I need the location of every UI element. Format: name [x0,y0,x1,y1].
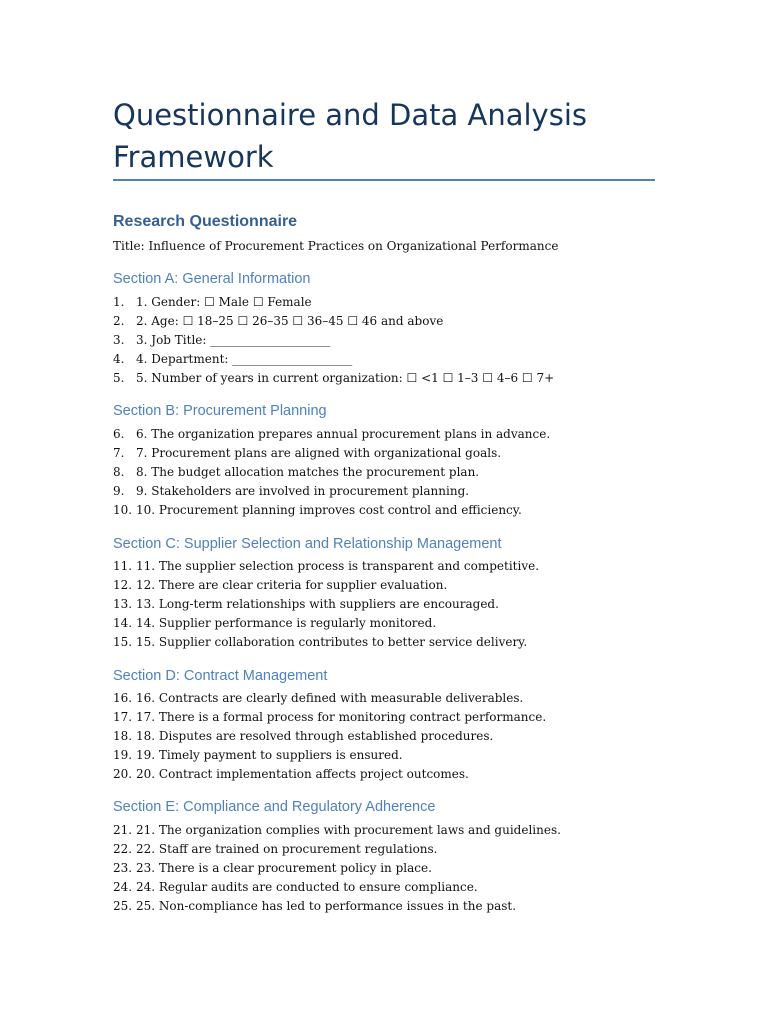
item-number: 12. [113,578,133,592]
item-text: 24. Regular audits are conducted to ensure compliance. [136,880,478,894]
item-text: 22. Staff are trained on procurement regulations. [136,842,438,856]
item-text: 18. Disputes are resolved through established procedures. [136,729,494,743]
section-item-list [113,689,546,784]
list-item [113,369,554,388]
title-divider [113,179,655,181]
item-number: 5. [113,371,125,385]
section-heading: Section E: Compliance and Regulatory Adherence [113,799,436,815]
list-item [113,859,561,878]
list-item [113,331,554,350]
list-item [113,350,554,369]
section-heading: Section C: Supplier Selection and Relationship Management [113,536,502,552]
section-heading: Section A: General Information [113,271,311,287]
list-item [113,293,554,312]
item-text: 5. Number of years in current organization: ☐ <1 ☐ 1–3 ☐ 4–6 ☐ 7+ [136,371,555,385]
section-item-list [113,425,550,520]
item-text: 4. Department: ____________________ [136,352,353,366]
section-heading: Section D: Contract Management [113,668,328,684]
item-number: 6. [113,427,125,441]
item-number: 11. [113,559,133,573]
item-text: 17. There is a formal process for monitoring contract performance. [136,710,547,724]
section-heading: Section B: Procurement Planning [113,403,327,419]
list-item [113,312,554,331]
list-item [113,897,561,916]
item-text: 16. Contracts are clearly defined with measurable deliverables. [136,691,524,705]
item-number: 19. [113,748,133,762]
list-item [113,821,561,840]
list-item [113,557,539,576]
item-text: 9. Stakeholders are involved in procurement planning. [136,484,470,498]
list-item [113,708,546,727]
document-title: Questionnaire and Data Analysis Framework [113,98,587,174]
list-item [113,501,550,520]
item-number: 8. [113,465,125,479]
list-item [113,595,539,614]
list-item [113,463,550,482]
item-number: 21. [113,823,133,837]
item-text: 1. Gender: ☐ Male ☐ Female [136,295,312,309]
item-text: 14. Supplier performance is regularly monitored. [136,616,437,630]
list-item [113,746,546,765]
section-item-list [113,293,554,388]
item-number: 10. [113,503,133,517]
item-number: 3. [113,333,125,347]
section-item-list [113,821,561,916]
list-item [113,765,546,784]
item-number: 7. [113,446,125,460]
list-item [113,633,539,652]
item-text: 6. The organization prepares annual procurement plans in advance. [136,427,551,441]
questionnaire-heading: Research Questionnaire [113,213,298,230]
list-item [113,425,550,444]
list-item [113,878,561,897]
list-item [113,444,550,463]
item-number: 22. [113,842,133,856]
item-text: 2. Age: ☐ 18–25 ☐ 26–35 ☐ 36–45 ☐ 46 and above [136,314,444,328]
item-number: 18. [113,729,133,743]
item-number: 15. [113,635,133,649]
item-text: 7. Procurement plans are aligned with organizational goals. [136,446,502,460]
item-number: 13. [113,597,133,611]
list-item [113,689,546,708]
item-text: 25. Non-compliance has led to performance issues in the past. [136,899,517,913]
item-number: 23. [113,861,133,875]
item-number: 14. [113,616,133,630]
item-text: 20. Contract implementation affects project outcomes. [136,767,469,781]
list-item [113,614,539,633]
list-item [113,576,539,595]
item-number: 24. [113,880,133,894]
item-number: 1. [113,295,125,309]
item-text: 3. Job Title: ____________________ [136,333,331,347]
list-item [113,727,546,746]
item-number: 25. [113,899,133,913]
item-number: 2. [113,314,125,328]
item-text: 15. Supplier collaboration contributes to better service delivery. [136,635,528,649]
item-text: 8. The budget allocation matches the procurement plan. [136,465,480,479]
item-text: 13. Long-term relationships with suppliers are encouraged. [136,597,499,611]
item-number: 17. [113,710,133,724]
item-number: 16. [113,691,133,705]
item-text: 10. Procurement planning improves cost control and efficiency. [136,503,522,517]
item-text: 11. The supplier selection process is transparent and competitive. [136,559,540,573]
item-number: 4. [113,352,125,366]
item-text: 19. Timely payment to suppliers is ensured. [136,748,403,762]
item-text: 21. The organization complies with procurement laws and guidelines. [136,823,561,837]
item-text: 23. There is a clear procurement policy in place. [136,861,432,875]
item-number: 20. [113,767,133,781]
section-item-list [113,557,539,652]
item-text: 12. There are clear criteria for supplier evaluation. [136,578,448,592]
list-item [113,840,561,859]
questionnaire-subtitle: Title: Influence of Procurement Practices on Organizational Performance [113,239,559,253]
item-number: 9. [113,484,125,498]
list-item [113,482,550,501]
